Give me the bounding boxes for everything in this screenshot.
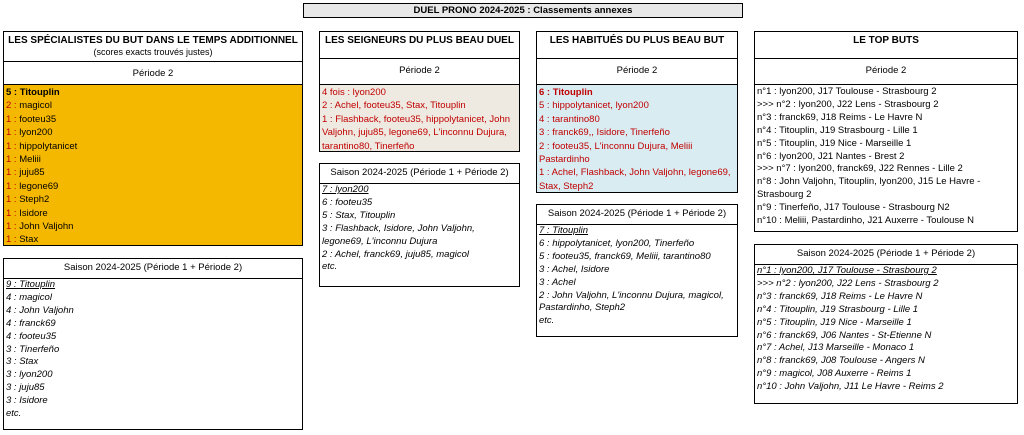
list-item: n°1 : lyon200, J17 Toulouse - Strasbourg 2 bbox=[757, 265, 937, 276]
list-item: n°10 : Meliii, Pastardinho, J21 Auxerre - Toulouse N bbox=[757, 215, 974, 227]
col2-period-list bbox=[319, 84, 520, 152]
col4-period-label: Période 2 bbox=[755, 58, 1017, 84]
list-item: 7 : Titouplin bbox=[539, 225, 589, 236]
col1-subheader: (scores exacts trouvés justes) bbox=[93, 47, 213, 57]
list-item: 1 : juju85 bbox=[6, 167, 45, 179]
list-item: 6 : Titouplin bbox=[539, 87, 593, 98]
list-item: n°8 : franck69, J08 Toulouse - Angers N bbox=[757, 355, 925, 367]
col2-header: LES SEIGNEURS DU PLUS BEAU DUEL bbox=[325, 35, 514, 46]
list-item: n°4 : Titouplin, J19 Strasbourg - Lille 1 bbox=[757, 303, 919, 315]
list-item: 3 : Flashback, Isidore, John Valjohn, legone69, L'inconnu Dujura bbox=[322, 222, 475, 247]
list-item: n°3 : franck69, J18 Reims - Le Havre N bbox=[757, 290, 923, 302]
col3-season-label: Saison 2024-2025 (Période 1 + Période 2) bbox=[537, 205, 737, 225]
list-item: n°6 : lyon200, J21 Nantes - Brest 2 bbox=[757, 150, 905, 162]
list-item: 2 : magicol bbox=[6, 100, 52, 112]
col1-header: LES SPÉCIALISTES DU BUT DANS LE TEMPS ADDITIONNEL bbox=[8, 35, 298, 46]
col1-header-box bbox=[3, 31, 303, 85]
col1-period-list bbox=[3, 84, 303, 246]
col4-header: LE TOP BUTS bbox=[853, 35, 919, 46]
col2-season-label: Saison 2024-2025 (Période 1 + Période 2) bbox=[320, 164, 519, 184]
col3-period-list bbox=[536, 84, 738, 193]
list-item: 4 : franck69 bbox=[6, 317, 56, 329]
list-item: 2 : footeu35, L'inconnu Dujura, Meliii Pastardinho bbox=[539, 140, 693, 165]
list-item: etc. bbox=[539, 315, 555, 327]
list-item: 4 : John Valjohn bbox=[6, 304, 74, 316]
list-item: n°6 : franck69, J06 Nantes - St-Etienne N bbox=[757, 329, 932, 341]
list-item: 1 : hippolytanicet bbox=[6, 140, 78, 152]
list-item: 1 : lyon200 bbox=[6, 127, 53, 139]
list-item: 3 : juju85 bbox=[6, 382, 45, 394]
list-item: etc. bbox=[6, 408, 22, 420]
list-item: n°1 : lyon200, J17 Toulouse - Strasbourg 2 bbox=[757, 86, 937, 97]
col4-period-list bbox=[754, 84, 1018, 232]
col1-period-label: Période 2 bbox=[4, 61, 302, 86]
list-item: 1 : legone69 bbox=[6, 180, 59, 192]
list-item: >>> n°2 : lyon200, J22 Lens - Strasbourg 2 bbox=[757, 277, 939, 289]
list-item: n°7 : Achel, J13 Marseille - Monaco 1 bbox=[757, 342, 915, 354]
list-item: 5 : Titouplin bbox=[6, 87, 60, 98]
list-item: 1 : Achel, Flashback, John Valjohn, legone69, Stax, Steph2 bbox=[539, 167, 731, 192]
list-item: 3 : Tinerfeño bbox=[6, 343, 60, 355]
list-item: 2 : John Valjohn, L'inconnu Dujura, magicol, Pastardinho, Steph2 bbox=[539, 289, 724, 314]
col4-header-box bbox=[754, 31, 1018, 85]
list-item: 3 : Achel bbox=[539, 276, 576, 288]
col2-season-box bbox=[319, 163, 520, 287]
list-item: 1 : Steph2 bbox=[6, 194, 50, 206]
list-item: 1 : Flashback, footeu35, hippolytanicet, John Valjohn, juju85, legone69, L'inconnu Dujura, tarantino80, Tinerfeño bbox=[322, 113, 511, 152]
list-item: 3 : Isidore bbox=[6, 395, 48, 407]
col3-header-box bbox=[536, 31, 738, 85]
list-item: 3 : Achel, Isidore bbox=[539, 263, 610, 275]
list-item: 3 : Stax bbox=[6, 356, 39, 368]
list-item: 2 : Achel, footeu35, Stax, Titouplin bbox=[322, 100, 466, 112]
col3-season-box bbox=[536, 204, 738, 337]
list-item: 4 : magicol bbox=[6, 291, 52, 303]
list-item: n°8 : John Valjohn, Titouplin, lyon200, J15 Le Havre - Strasbourg 2 bbox=[757, 176, 981, 201]
list-item: 7 : lyon200 bbox=[322, 184, 369, 195]
list-item: n°9 : Tinerfeño, J17 Toulouse - Strasbourg N2 bbox=[757, 202, 950, 214]
col4-season-box bbox=[754, 244, 1018, 404]
list-item: 4 fois : lyon200 bbox=[322, 87, 386, 98]
list-item: 3 : lyon200 bbox=[6, 369, 53, 381]
page-title: DUEL PRONO 2024-2025 : Classements annexes bbox=[303, 3, 743, 18]
list-item: 1 : Stax bbox=[6, 234, 39, 246]
col2-header-box bbox=[319, 31, 520, 85]
list-item: 1 : John Valjohn bbox=[6, 220, 74, 232]
list-item: 4 : footeu35 bbox=[6, 330, 57, 342]
list-item: n°4 : Titouplin, J19 Strasbourg - Lille 1 bbox=[757, 124, 918, 136]
list-item: 6 : footeu35 bbox=[322, 196, 373, 208]
list-item: n°9 : magicol, J08 Auxerre - Reims 1 bbox=[757, 368, 912, 380]
list-item: 5 : footeu35, franck69, Meliii, tarantino80 bbox=[539, 250, 711, 262]
list-item: 3 : franck69,, Isidore, Tinerfeño bbox=[539, 127, 670, 139]
list-item: 1 : Meliii bbox=[6, 153, 41, 165]
list-item: 5 : Stax, Titouplin bbox=[322, 209, 396, 221]
col4-season-label: Saison 2024-2025 (Période 1 + Période 2) bbox=[755, 245, 1017, 265]
list-item: 5 : hippolytanicet, lyon200 bbox=[539, 100, 649, 112]
list-item: 4 : tarantino80 bbox=[539, 113, 600, 125]
list-item: n°3 : franck69, J18 Reims - Le Havre N bbox=[757, 111, 923, 123]
list-item: 2 : Achel, franck69, juju85, magicol bbox=[322, 248, 469, 260]
col1-season-label: Saison 2024-2025 (Période 1 + Période 2) bbox=[4, 259, 302, 279]
list-item: n°5 : Titouplin, J19 Nice - Marseille 1 bbox=[757, 316, 912, 328]
list-item: 1 : Isidore bbox=[6, 207, 48, 219]
list-item: >>> n°7 : lyon200, franck69, J22 Rennes - Lille 2 bbox=[757, 163, 963, 175]
list-item: etc. bbox=[322, 261, 338, 273]
col1-season-box bbox=[3, 258, 303, 430]
col3-period-label: Période 2 bbox=[537, 58, 737, 84]
list-item: 9 : Titouplin bbox=[6, 279, 56, 290]
list-item: n°5 : Titouplin, J19 Nice - Marseille 1 bbox=[757, 137, 912, 149]
list-item: >>> n°2 : lyon200, J22 Lens - Strasbourg 2 bbox=[757, 98, 939, 110]
list-item: n°10 : John Valjohn, J11 Le Havre - Reims 2 bbox=[757, 381, 944, 393]
col3-header: LES HABITUÉS DU PLUS BEAU BUT bbox=[549, 35, 725, 46]
list-item: 6 : hippolytanicet, lyon200, Tinerfeño bbox=[539, 237, 695, 249]
list-item: 1 : footeu35 bbox=[6, 113, 57, 125]
col2-period-label: Période 2 bbox=[320, 58, 519, 84]
